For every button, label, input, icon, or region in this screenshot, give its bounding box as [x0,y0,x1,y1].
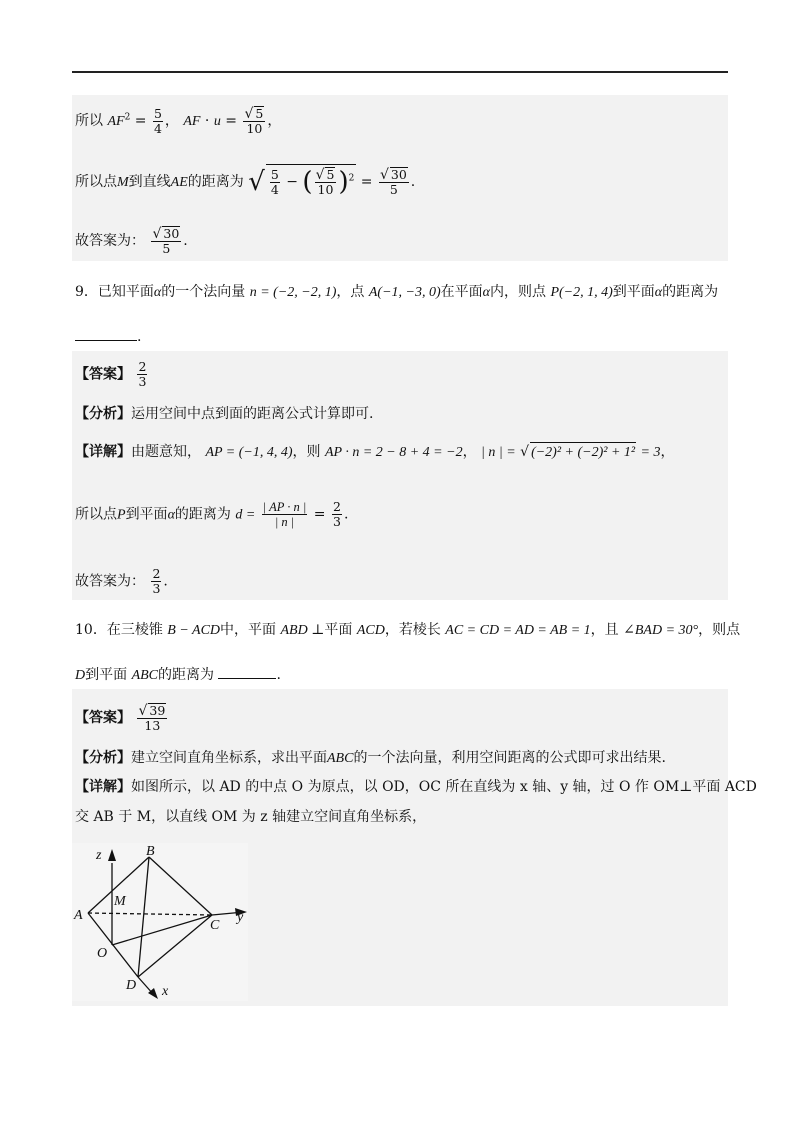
fraction: $\frac{√ 5}{10}$ [244,106,264,136]
tetrahedron-diagram [72,843,248,1001]
answer-9: 【答案】 $\frac{2}{3}$ [75,359,147,389]
answer-10: 【答案】 $\frac{√ 39}{13}$ [75,703,166,733]
edge-BC [149,857,212,915]
segment-OC [112,915,212,945]
final-9: 故答案为： $\frac{2}{3}$ . [75,566,168,596]
edge-CD [138,915,212,977]
edge-BD [138,857,149,977]
analysis-10: 【分析】建立空间直角坐标系，求出平面ABC的一个法向量，利用空间距离的公式即可求出结果. [75,750,666,766]
label-O: O [97,946,108,961]
answer-blank [218,664,276,679]
header-rule [72,71,728,73]
detail-10-line-2: 交 AB 于 M，以直线 OM 为 z 轴建立空间直角坐标系， [75,809,427,825]
label-y: y [237,910,244,925]
q8-line-2: 所以点M到直线AE的距离为 √ $\frac{5}{4}$ − ( $\frac{√ 5}{10}$ )$^2$ = $\frac{√ 30}{5}$ . [75,164,415,199]
question-9: 9．已知平面α的一个法向量 n = (−2, −2, 1)，点 A(−1, −3, 0)在平面α内，则点 P(−2, 1, 4)到平面α的距离为 [75,284,719,300]
q8-line-1: 所以 $AF^2$ = $\frac{5}{4}$ ， AF · u = $\frac{√ 5}{10}$ ， [75,105,282,136]
analysis-9: 【分析】运用空间中点到面的距离公式计算即可. [75,406,374,422]
answer-block-9 [72,351,728,600]
q8-line-3: 故答案为： $\frac{√ 30}{5}$ . [75,226,188,256]
detail-10-line-1: 【详解】如图所示，以 AD 的中点 O 为原点，以 OD，OC 所在直线为 x 轴、y 轴，过 O 作 OM⊥平面 ACD [75,779,757,795]
label-A: A [74,908,83,923]
answer-blank [75,326,137,341]
label-z: z [96,848,102,863]
label-D: D [126,978,137,993]
edge-AC-hidden [88,913,212,915]
label-B: B [146,844,155,859]
label-M: M [114,894,126,909]
fraction: $\frac{5}{4}$ [153,105,162,136]
detail-9-line-2: 所以点P到平面α的距离为 d = $\frac{| AP \cdot n |}{| n |}$ = $\frac{2}{3}$ . [75,499,349,529]
question-10: 10．在三棱锥 B − ACD中，平面 ABD ⊥平面 ACD，若棱长 AC = CD = AD = AB = 1，且 ∠BAD = 30°，则点 [75,622,741,638]
label-x: x [162,984,169,999]
question-10-line-2: D到平面 ABC的距离为 . [75,664,281,686]
tetrahedron-figure [72,843,248,1001]
z-axis-arrow [108,849,116,861]
detail-9-line-1: 【详解】由题意知， AP = (−1, 4, 4)，则 AP · n = 2 − 8 + 4 = −2， | n | = √ (−2)² + (−2)² + 1² = 3， [75,442,675,463]
question-9-blank: . [75,326,141,347]
label-C: C [210,918,220,933]
